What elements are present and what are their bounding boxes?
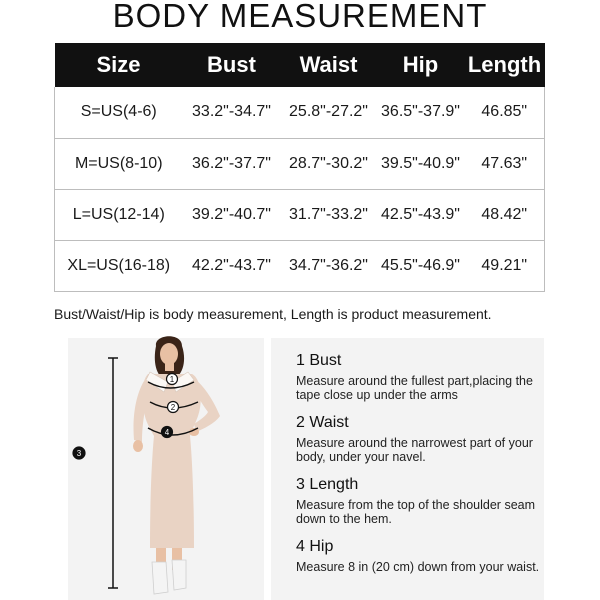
step-length — [296, 476, 546, 526]
left-boot — [152, 562, 168, 594]
bust-cell: 33.2"-34.7" — [183, 87, 281, 138]
header-hip: Hip — [377, 43, 465, 87]
step-bust — [296, 352, 546, 402]
marker-hip — [162, 427, 173, 438]
step-hip — [296, 538, 546, 574]
step-heading: 4 Hip — [296, 538, 334, 555]
bust-cell: 42.2"-43.7" — [183, 240, 281, 291]
length-cell: 48.42" — [465, 189, 545, 240]
header-waist: Waist — [281, 43, 377, 87]
step-heading: 2 Waist — [296, 414, 349, 431]
length-cell: 47.63" — [465, 138, 545, 189]
hip-cell: 45.5"-46.9" — [377, 240, 465, 291]
table-row — [55, 138, 545, 189]
svg-text:2: 2 — [170, 403, 176, 412]
size-cell: M=US(8-10) — [55, 138, 183, 189]
step-heading: 3 Length — [296, 476, 359, 493]
right-boot — [172, 560, 186, 590]
table-row — [55, 87, 545, 138]
step-description: Measure 8 in (20 cm) down from your waist. — [296, 560, 540, 574]
length-cell: 46.85" — [465, 87, 545, 138]
step-waist — [296, 414, 546, 464]
face — [160, 343, 178, 365]
header-size: Size — [55, 43, 183, 87]
table-row — [55, 240, 545, 291]
table-row — [55, 189, 545, 240]
hip-cell: 39.5"-40.9" — [377, 138, 465, 189]
waist-cell: 34.7"-36.2" — [281, 240, 377, 291]
size-cell: L=US(12-14) — [55, 189, 183, 240]
header-bust: Bust — [183, 43, 281, 87]
bust-cell: 39.2"-40.7" — [183, 189, 281, 240]
marker-length — [73, 447, 85, 459]
length-cell: 49.21" — [465, 240, 545, 291]
size-chart-table — [54, 43, 545, 292]
waist-cell: 28.7"-30.2" — [281, 138, 377, 189]
header-length: Length — [465, 43, 545, 87]
step-heading: 1 Bust — [296, 352, 342, 369]
marker-waist — [168, 402, 179, 413]
step-description: Measure around the fullest part,placing the tape close up under the arms — [296, 374, 533, 402]
size-cell: XL=US(16-18) — [55, 240, 183, 291]
svg-text:4: 4 — [164, 428, 170, 437]
size-cell: S=US(4-6) — [55, 87, 183, 138]
dress — [143, 374, 201, 548]
svg-text:3: 3 — [76, 449, 82, 458]
page-title: BODY MEASUREMENT — [112, 0, 488, 34]
table-header-row — [55, 43, 545, 87]
bust-cell: 36.2"-37.7" — [183, 138, 281, 189]
marker-bust — [167, 374, 178, 385]
step-description: Measure from the top of the shoulder seam down to the hem. — [296, 498, 536, 526]
step-description: Measure around the narrowest part of your body, under your navel. — [296, 436, 533, 464]
measurement-note: Bust/Waist/Hip is body measurement, Length is product measurement. — [54, 306, 492, 322]
model-illustration — [60, 336, 270, 600]
hip-cell: 36.5"-37.9" — [377, 87, 465, 138]
svg-text:1: 1 — [169, 375, 175, 384]
hip-cell: 42.5"-43.9" — [377, 189, 465, 240]
waist-cell: 31.7"-33.2" — [281, 189, 377, 240]
waist-cell: 25.8"-27.2" — [281, 87, 377, 138]
